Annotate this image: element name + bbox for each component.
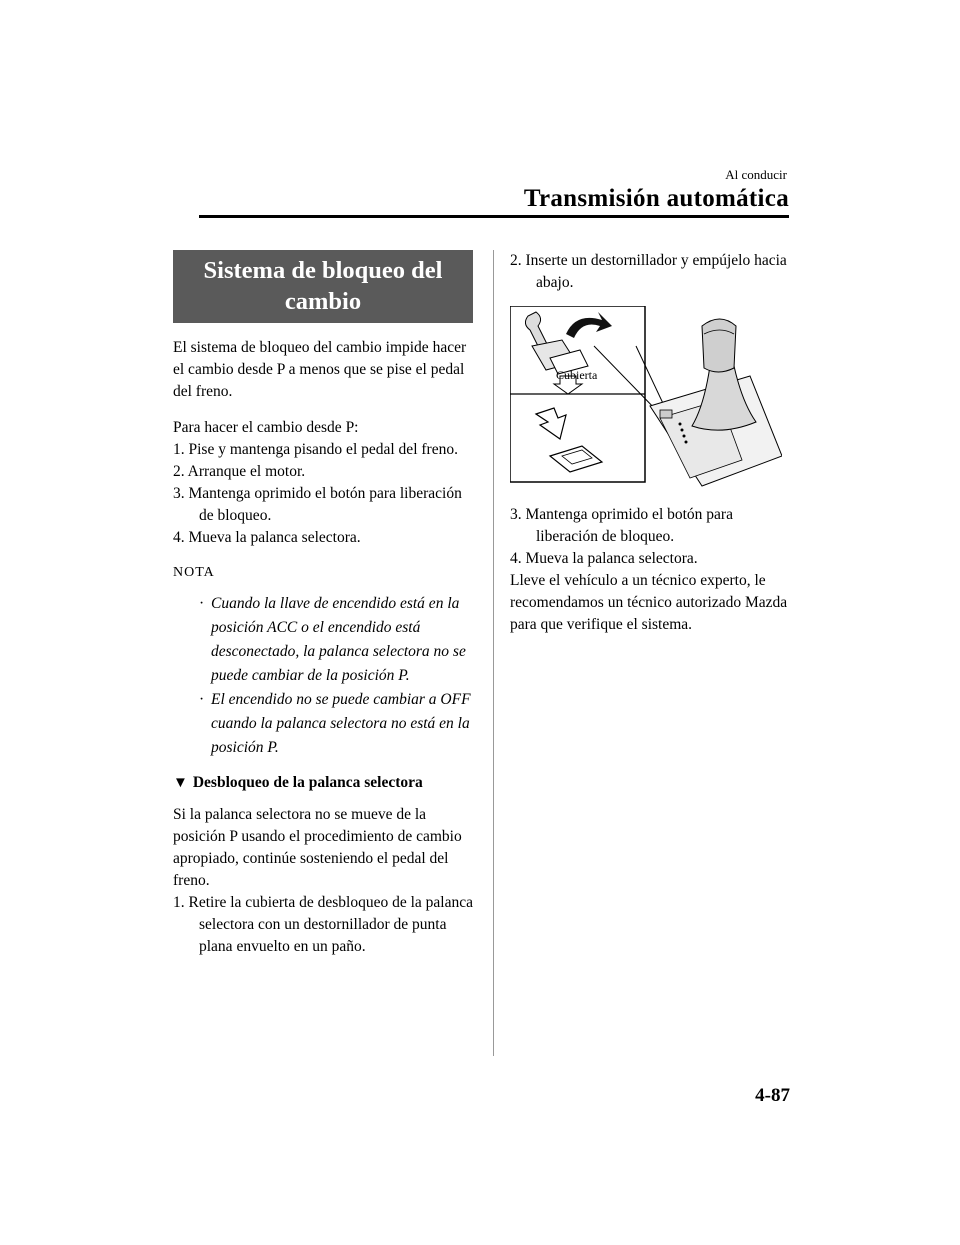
column-divider <box>493 250 494 1056</box>
step-1: 1. Pise y mantenga pisando el pedal del freno. <box>173 441 458 458</box>
step-2-insert: 2. Inserte un destornillador y empújelo hacia abajo. <box>510 252 787 291</box>
header-rule <box>199 215 789 218</box>
bullet-icon: · <box>199 595 205 612</box>
chapter-header: Al conducir <box>725 167 787 182</box>
closing-paragraph: Lleve el vehículo a un técnico experto, le recomendamos un técnico autorizado Mazda para que verifique el sistema. <box>510 572 788 633</box>
left-column <box>173 250 473 958</box>
triangle-down-icon: ▼ <box>173 775 188 791</box>
step-4: 4. Mueva la palanca selectora. <box>173 529 361 546</box>
intro-paragraph: El sistema de bloqueo del cambio impide hacer el cambio desde P a menos que se pise el pedal del freno. <box>173 339 467 400</box>
right-column <box>510 250 795 636</box>
note-item: · El encendido no se puede cambiar a OFF cuando la palanca selectora no está en la posición P. <box>173 688 473 760</box>
bullet-icon: · <box>199 691 205 708</box>
step-3: 3. Mantenga oprimido el botón para liberación de bloqueo. <box>173 485 462 524</box>
sub-step-1: 1. Retire la cubierta de desbloqueo de la palanca selectora con un destornillador de punta plana envuelto en un paño. <box>173 894 473 955</box>
shift-knob-icon <box>702 319 736 372</box>
illustration-svg <box>510 306 782 496</box>
subheading: ▼ Desbloqueo de la palanca selectora <box>173 772 473 794</box>
figure-label-cubierta: Cubierta <box>556 368 598 382</box>
section-title: Sistema de bloqueo del cambio <box>173 250 473 323</box>
step-4-right: 4. Mueva la palanca selectora. <box>510 550 698 567</box>
note-item: · Cuando la llave de encendido está en la posición ACC o el encendido está desconectado, la palanca selectora no se puede cambiar de la posición P. <box>173 592 473 688</box>
page-number: 4-87 <box>755 1085 790 1106</box>
step-3-right: 3. Mantenga oprimido el botón para liberación de bloqueo. <box>510 506 733 545</box>
sub-paragraph: Si la palanca selectora no se mueve de la posición P usando el procedimiento de cambio apropiado, continúe sosteniendo el pedal del freno. <box>173 806 462 889</box>
shift-lock-illustration <box>510 306 782 496</box>
step-2: 2. Arranque el motor. <box>173 463 306 480</box>
nota-label: NOTA <box>173 565 215 580</box>
steps-intro: Para hacer el cambio desde P: <box>173 419 359 436</box>
section-header: Transmisión automática <box>523 185 789 212</box>
